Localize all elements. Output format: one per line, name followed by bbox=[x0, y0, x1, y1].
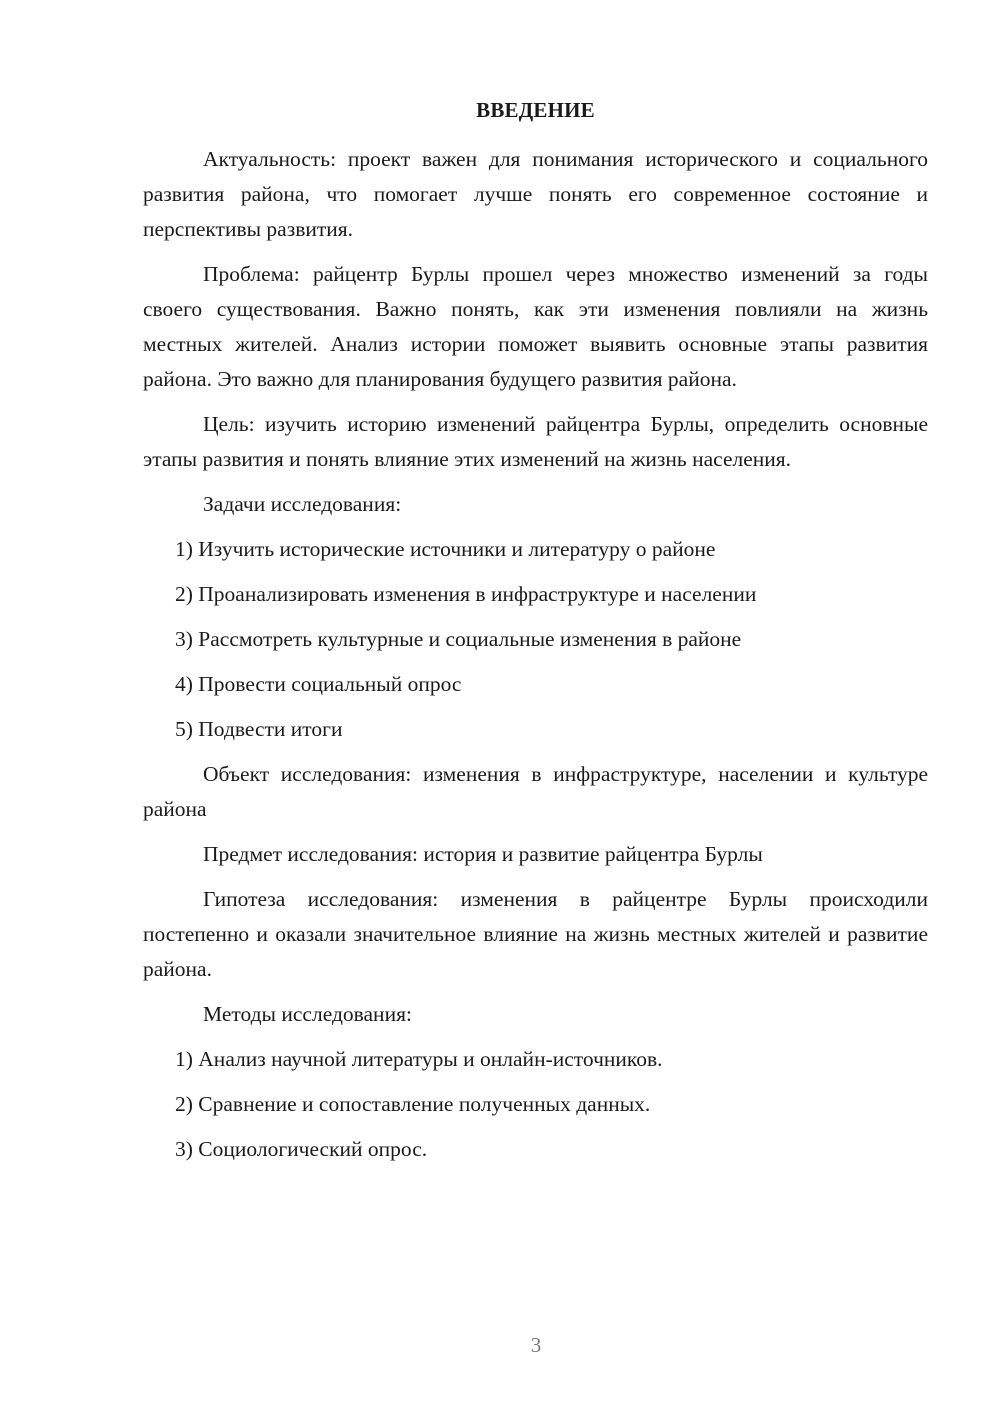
paragraph-object: Объект исследования: изменения в инфраструктуре, населении и культуре района bbox=[143, 762, 928, 821]
paragraph-hypothesis: Гипотеза исследования: изменения в райцентре Бурлы происходили постепенно и оказали значительное влияние на жизнь местных жителей и развитие района. bbox=[143, 887, 928, 981]
list-item: 2) Проанализировать изменения в инфраструктуре и населении bbox=[175, 582, 757, 606]
list-item: 2) Сравнение и сопоставление полученных данных. bbox=[175, 1092, 651, 1116]
list-item: 5) Подвести итоги bbox=[175, 717, 343, 741]
methods-heading: Методы исследования: bbox=[203, 1002, 412, 1026]
list-item: 4) Провести социальный опрос bbox=[175, 672, 462, 696]
list-item: 3) Рассмотреть культурные и социальные изменения в районе bbox=[175, 627, 742, 651]
list-item: 1) Изучить исторические источники и литературу о районе bbox=[175, 537, 716, 561]
list-item: 1) Анализ научной литературы и онлайн-источников. bbox=[175, 1047, 663, 1071]
page-number: 3 bbox=[530, 1333, 542, 1357]
paragraph-goal: Цель: изучить историю изменений райцентра Бурлы, определить основные этапы развития и понять влияние этих изменений на жизнь населения. bbox=[143, 412, 928, 471]
paragraph-problem: Проблема: райцентр Бурлы прошел через множество изменений за годы своего существования. Важно понять, как эти изменения повлияли на жизнь местных жителей. Анализ истории поможет выявить основные этапы развития района. Это важно для планирования будущего развития района. bbox=[143, 262, 928, 391]
paragraph-relevance: Актуальность: проект важен для понимания исторического и социального развития района, что помогает лучше понять его современное состояние и перспективы развития. bbox=[143, 147, 928, 241]
paragraph-subject: Предмет исследования: история и развитие райцентра Бурлы bbox=[203, 842, 763, 866]
section-title: ВВЕДЕНИЕ bbox=[476, 98, 595, 122]
list-item: 3) Социологический опрос. bbox=[175, 1137, 428, 1161]
methods-list bbox=[143, 1042, 928, 1167]
tasks-heading: Задачи исследования: bbox=[203, 492, 402, 516]
page-content bbox=[143, 96, 928, 1177]
tasks-list bbox=[143, 532, 928, 747]
